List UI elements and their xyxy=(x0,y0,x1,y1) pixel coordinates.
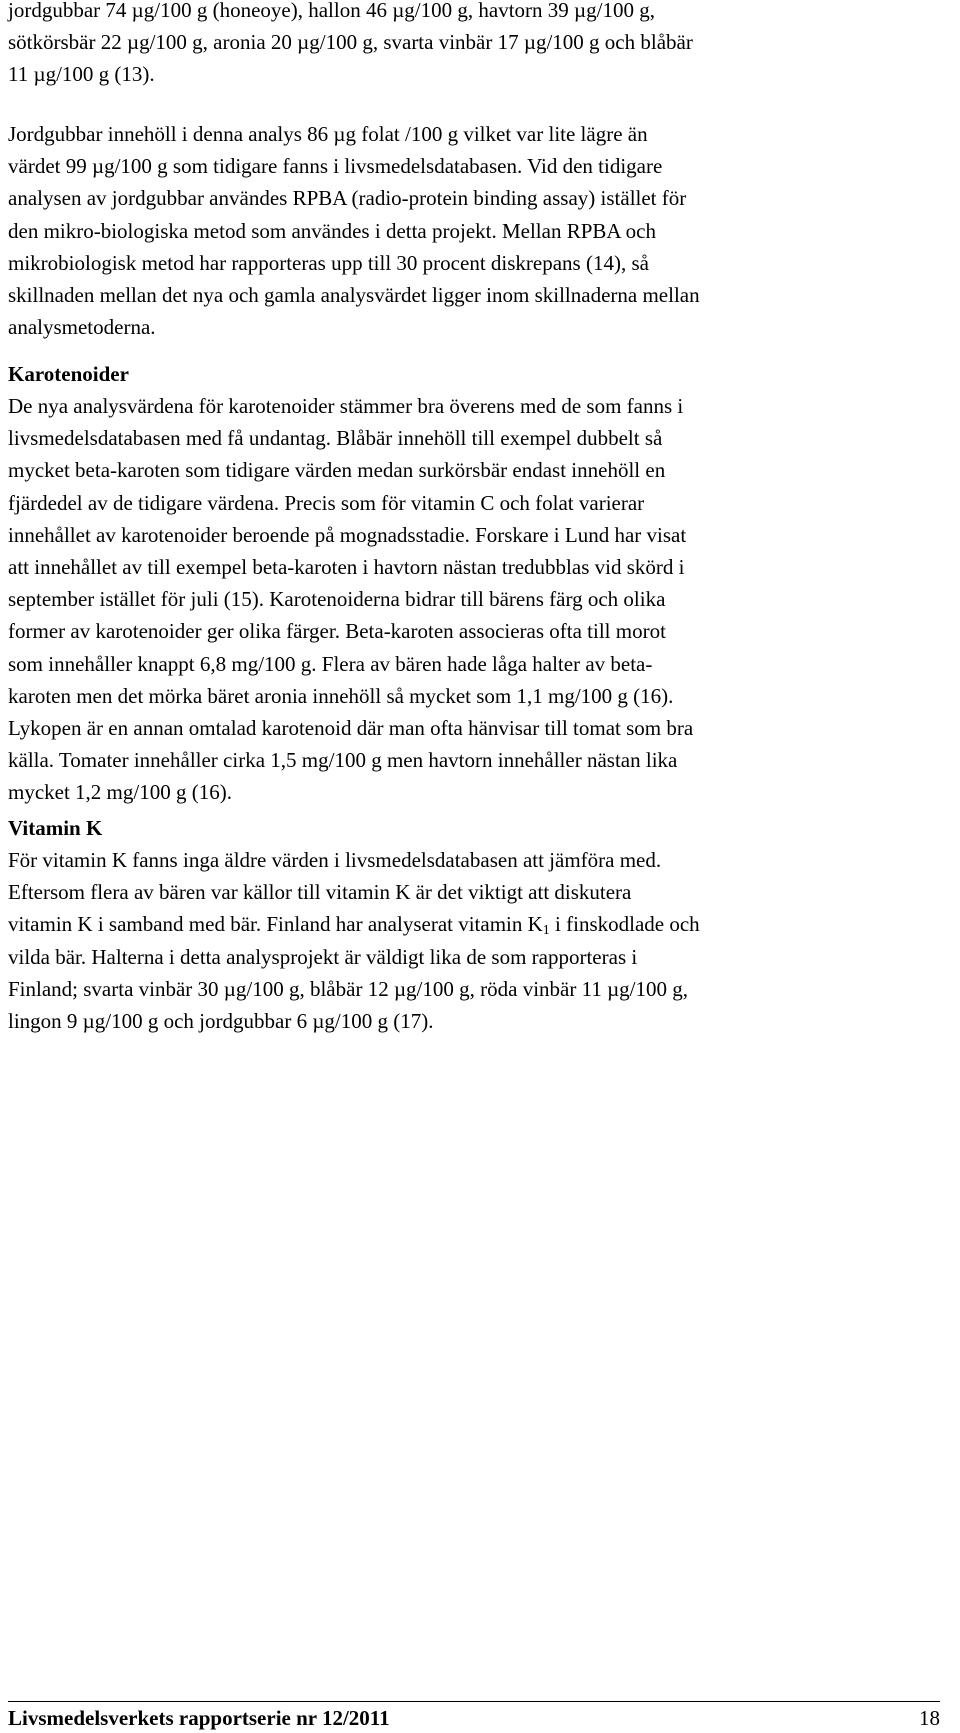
heading-carotenoids: Karotenoider xyxy=(8,362,129,386)
vitamin-k-text-part1: För vitamin K fanns inga äldre värden i livsmedelsdatabasen att jämföra med. Eftersom flera av bären var källor till vitamin K är det viktigt att diskutera vitamin K i samband med bär. Finland har analyserat vitamin K xyxy=(8,848,662,937)
footer-page-number: 18 xyxy=(919,1706,940,1730)
vitamin-k-text-part2: i finskodlade och vilda bär. Halterna i detta analysprojekt är väldigt lika de som rapporteras i Finland; svarta vinbär 30 µg/100 g, blåbär 12 µg/100 g, röda vinbär 11 µg/100 g, lingon 9 µg/100 g och jordgubbar 6 µg/100 g (17). xyxy=(8,912,700,1034)
footer-divider xyxy=(8,1701,940,1702)
page-footer xyxy=(8,1701,940,1733)
paragraph-carotenoids: De nya analysvärdena för karotenoider stämmer bra överens med de som fanns i livsmedelsdatabasen med få undantag. Blåbär innehöll till exempel dubbelt så mycket beta-karoten som tidigare värden medan surkörsbär endast innehöll en fjärdedel av de tidigare värdena. Precis som för vitamin C och folat varierar innehållet av karotenoider beroende på mognadsstadie. Forskare i Lund har visat att innehållet av till exempel beta-karoten i havtorn nästan tredubblas vid skörd i september istället för juli (15). Karotenoiderna bidrar till bärens färg och olika former av karotenoider ger olika färger. Beta-karoten associeras ofta till morot som innehåller knappt 6,8 mg/100 g. Flera av bären hade låga halter av beta- karoten men det mörka bäret aronia innehöll så mycket som 1,1 mg/100 g (16). Lykopen är en annan omtalad karotenoid där man ofta hänvisar till tomat som bra källa. Tomater innehåller cirka 1,5 mg/100 g men havtorn innehåller nästan lika mycket 1,2 mg/100 g (16). xyxy=(8,394,694,805)
paragraph-berry-folate-values: jordgubbar 74 µg/100 g (honeoye), hallon 46 µg/100 g, havtorn 39 µg/100 g, sötkörsbär 22 µg/100 g, aronia 20 µg/100 g, svarta vinbär 17 µg/100 g och blåbär 11 µg/100 g (13). xyxy=(8,0,693,87)
heading-vitamin-k: Vitamin K xyxy=(8,816,103,840)
vitamin-k-subscript: 1 xyxy=(542,923,550,939)
paragraph-strawberry-folate: Jordgubbar innehöll i denna analys 86 µg folat /100 g vilket var lite lägre än värdet 99 µg/100 g som tidigare fanns i livsmedelsdatabasen. Vid den tidigare analysen av jordgubbar användes RPBA (radio-protein binding assay) istället för den mikro-biologiska metod som användes i detta projekt. Mellan RPBA och mikrobiologisk metod har rapporteras upp till 30 procent diskrepans (14), så skillnaden mellan det nya och gamla analysvärdet ligger inom skillnaderna mellan analysmetoderna. xyxy=(8,122,700,340)
paragraph-vitamin-k xyxy=(8,844,700,1037)
footer-report-series: Livsmedelsverkets rapportserie nr 12/2011 xyxy=(8,1706,390,1730)
